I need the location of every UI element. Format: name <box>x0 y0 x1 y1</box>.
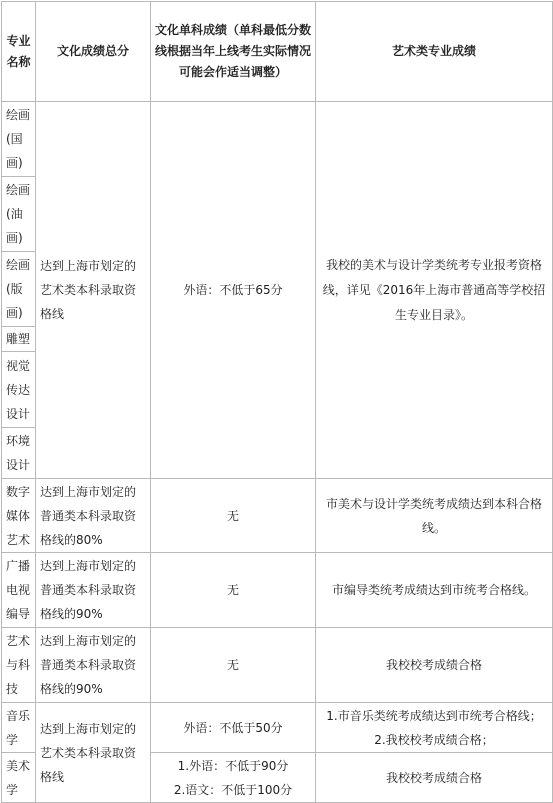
culture-total-cell: 达到上海市划定的艺术类本科录取资格线 <box>36 703 151 803</box>
art-score-cell: 我校的美术与设计学类统考专业报考资格线，详见《2016年上海市普通高等学校招生专业目录》。 <box>316 102 553 479</box>
header-art-score: 艺术类专业成绩 <box>316 2 553 102</box>
culture-single-cell: 外语：不低于50分 <box>151 703 316 753</box>
admission-requirements-table <box>1 1 553 803</box>
art-score-line: 2.我校校考成绩合格； <box>374 732 494 747</box>
major-cell: 环境设计 <box>2 428 36 479</box>
major-cell: 美术学 <box>2 753 36 803</box>
major-cell: 广播电视编导 <box>2 553 36 628</box>
table-row <box>2 102 553 177</box>
major-cell: 音乐学 <box>2 703 36 753</box>
table-row <box>2 703 553 753</box>
art-score-cell: 市编导类统考成绩达到市统考合格线。 <box>316 553 553 628</box>
major-cell: 绘画(版画) <box>2 252 36 327</box>
header-row <box>2 2 553 102</box>
table-row <box>2 479 553 553</box>
culture-total-cell: 达到上海市划定的艺术类本科录取资格线 <box>36 102 151 479</box>
table-row <box>2 628 553 703</box>
culture-single-line: 1.外语：不低于90分 <box>177 758 289 773</box>
major-cell: 绘画(国画) <box>2 102 36 177</box>
culture-single-cell: 无 <box>151 479 316 553</box>
culture-single-cell: 无 <box>151 553 316 628</box>
culture-total-cell: 达到上海市划定的普通类本科录取资格线的90% <box>36 628 151 703</box>
culture-total-cell: 达到上海市划定的普通类本科录取资格线的90% <box>36 553 151 628</box>
table-row <box>2 553 553 628</box>
major-cell: 艺术与科技 <box>2 628 36 703</box>
art-score-cell: 我校校考成绩合格 <box>316 753 553 803</box>
major-cell: 绘画(油画) <box>2 177 36 252</box>
header-culture-single: 文化单科成绩（单科最低分数线根据当年上线考生实际情况可能会作适当调整） <box>151 2 316 102</box>
culture-single-cell: 外语：不低于65分 <box>151 102 316 479</box>
art-score-line: 1.市音乐类统考成绩达到市统考合格线； <box>326 708 542 723</box>
major-cell: 雕塑 <box>2 327 36 352</box>
art-score-cell <box>316 703 553 753</box>
art-score-cell: 我校校考成绩合格 <box>316 628 553 703</box>
header-culture-total: 文化成绩总分 <box>36 2 151 102</box>
culture-single-cell <box>151 753 316 803</box>
major-cell: 数字媒体艺术 <box>2 479 36 553</box>
culture-total-cell: 达到上海市划定的普通类本科录取资格线的80% <box>36 479 151 553</box>
header-major-name: 专业名称 <box>2 2 36 102</box>
culture-single-cell: 无 <box>151 628 316 703</box>
culture-single-line: 2.语文：不低于100分 <box>173 782 293 797</box>
art-score-cell: 市美术与设计学类统考成绩达到本科合格线。 <box>316 479 553 553</box>
major-cell: 视觉传达设计 <box>2 352 36 428</box>
